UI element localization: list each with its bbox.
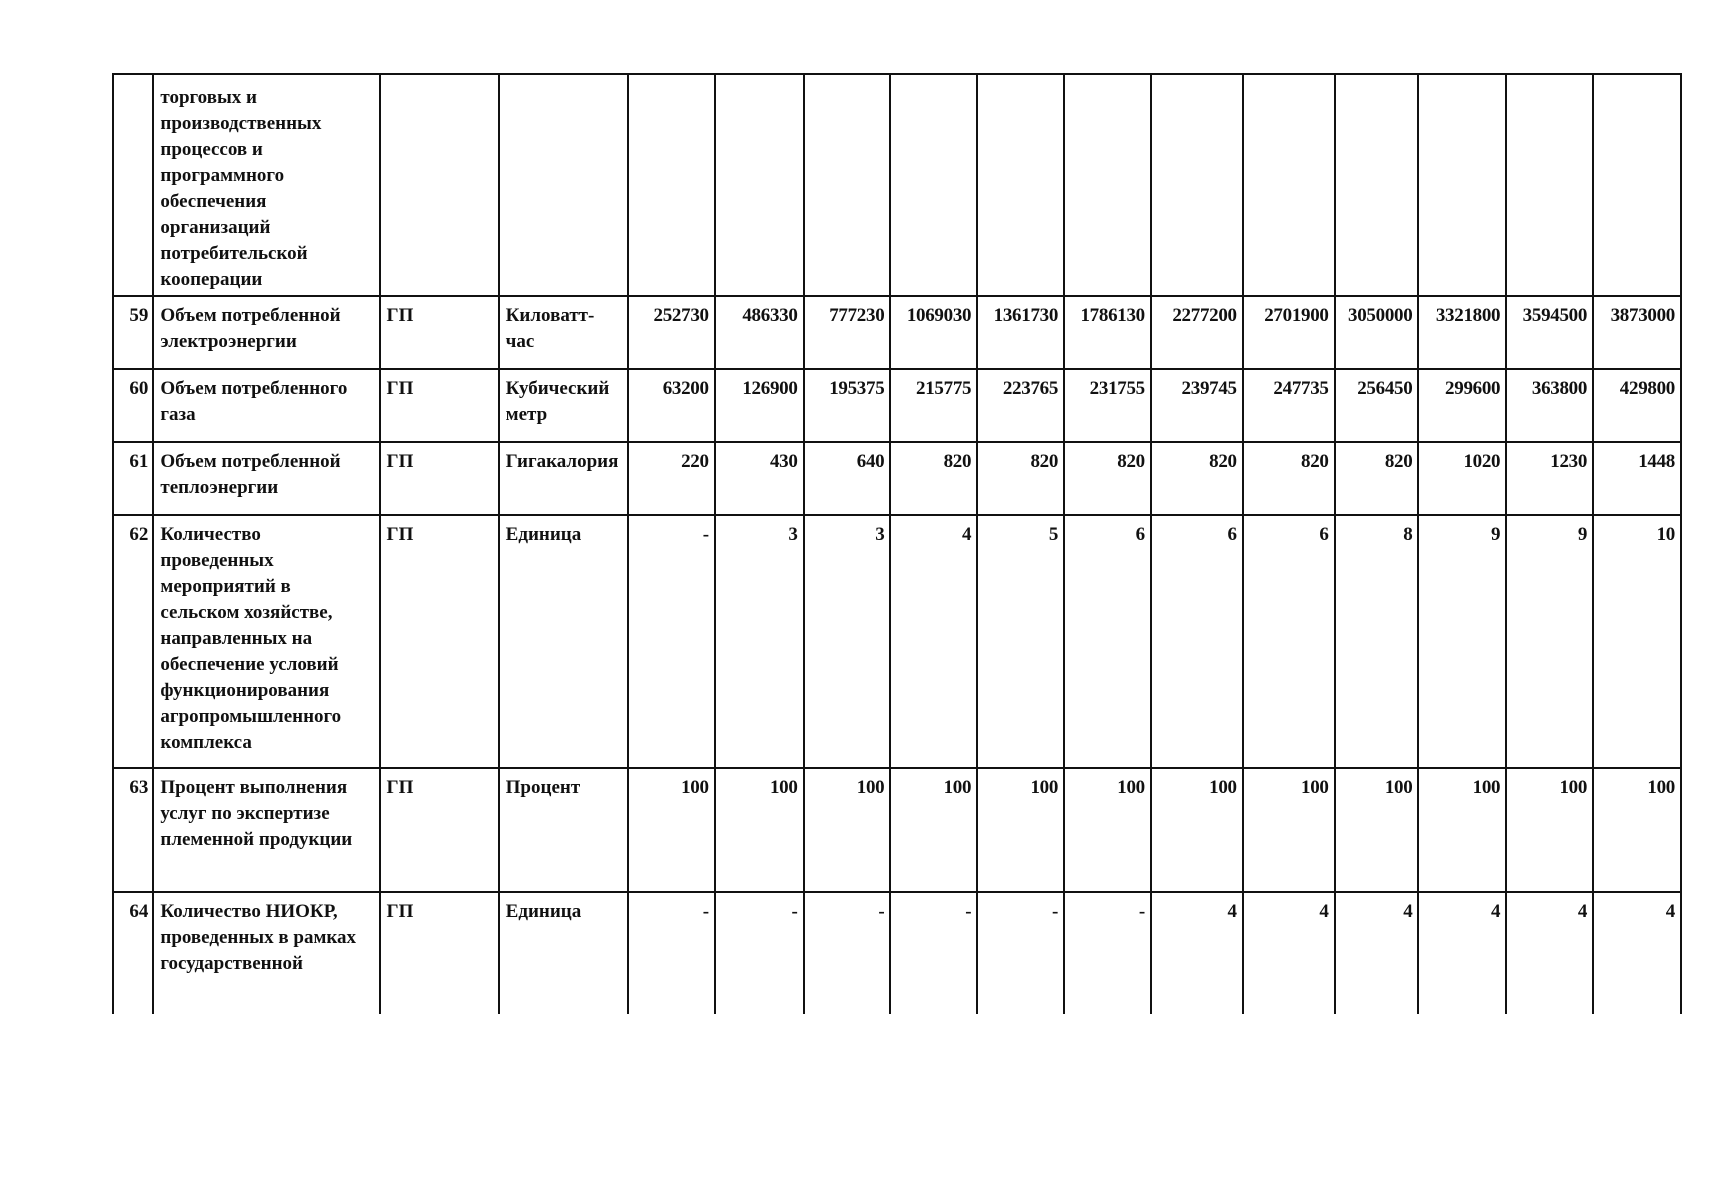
value-cell: 100 xyxy=(1506,768,1593,892)
value-cell: 429800 xyxy=(1593,369,1681,442)
value-text: 3050000 xyxy=(1348,305,1413,326)
table-row xyxy=(113,74,1681,296)
value-cell: 1020 xyxy=(1418,442,1506,515)
unit-cell xyxy=(499,74,628,296)
value-cell: 6 xyxy=(1064,515,1151,768)
value-cell: 4 xyxy=(1593,892,1681,1014)
value-cell: 100 xyxy=(1064,768,1151,892)
value-cell: 820 xyxy=(1151,442,1243,515)
value-cell xyxy=(1418,296,1506,369)
value-cell: 4 xyxy=(1243,892,1335,1014)
value-cell: 256450 xyxy=(1335,369,1419,442)
value-text: 1786130 xyxy=(1080,305,1145,326)
value-cell: 126900 xyxy=(715,369,804,442)
value-cell: 100 xyxy=(715,768,804,892)
value-text: 486330 xyxy=(742,305,798,326)
value-cell xyxy=(1064,296,1151,369)
value-text: 2277200 xyxy=(1172,305,1237,326)
value-text: 2701900 xyxy=(1264,305,1329,326)
unit-cell: Процент xyxy=(499,768,628,892)
value-cell xyxy=(890,296,977,369)
row-number-cell: 60 xyxy=(113,369,153,442)
value-cell: 820 xyxy=(890,442,977,515)
value-cell: 430 xyxy=(715,442,804,515)
table-row xyxy=(113,296,1681,369)
value-cell: 1448 xyxy=(1593,442,1681,515)
value-cell xyxy=(1151,74,1243,296)
value-cell: 8 xyxy=(1335,515,1419,768)
indicators-table xyxy=(112,73,1682,1014)
value-cell: 299600 xyxy=(1418,369,1506,442)
value-cell: 247735 xyxy=(1243,369,1335,442)
value-cell: 100 xyxy=(628,768,715,892)
table-row xyxy=(113,515,1681,768)
value-cell: 100 xyxy=(1243,768,1335,892)
source-cell: ГП xyxy=(380,768,499,892)
value-cell: 1230 xyxy=(1506,442,1593,515)
row-number-cell: 64 xyxy=(113,892,153,1014)
value-cell: 4 xyxy=(1418,892,1506,1014)
value-cell: 100 xyxy=(1418,768,1506,892)
source-cell: ГП xyxy=(380,369,499,442)
value-cell xyxy=(890,74,977,296)
value-cell: - xyxy=(715,892,804,1014)
value-cell: - xyxy=(628,515,715,768)
row-number-cell: 63 xyxy=(113,768,153,892)
value-cell xyxy=(1243,74,1335,296)
value-cell: 363800 xyxy=(1506,369,1593,442)
unit-cell: Единица xyxy=(499,515,628,768)
value-cell: 3 xyxy=(715,515,804,768)
value-cell: 100 xyxy=(890,768,977,892)
row-number-cell xyxy=(113,74,153,296)
indicator-name-cell: Количество проведенных мероприятий в сельском хозяйстве, направленных на обеспечение условий функционирования агропромышленного комплекса xyxy=(153,515,379,768)
value-cell: 5 xyxy=(977,515,1064,768)
value-cell xyxy=(715,296,804,369)
value-text: 3594500 xyxy=(1522,305,1588,326)
row-number-cell: 62 xyxy=(113,515,153,768)
value-cell xyxy=(1506,296,1593,369)
value-cell: 820 xyxy=(1335,442,1419,515)
value-cell xyxy=(1593,296,1681,369)
source-cell: ГП xyxy=(380,296,499,369)
value-cell: - xyxy=(628,892,715,1014)
indicator-name-cell: Количество НИОКР, проведенных в рамках государственной xyxy=(153,892,379,1014)
value-cell: 10 xyxy=(1593,515,1681,768)
value-cell: 220 xyxy=(628,442,715,515)
value-cell xyxy=(977,74,1064,296)
value-cell: 215775 xyxy=(890,369,977,442)
table-row xyxy=(113,768,1681,892)
table-body xyxy=(113,74,1681,1014)
value-text: 1361730 xyxy=(993,305,1059,326)
unit-cell: Единица xyxy=(499,892,628,1014)
value-cell xyxy=(628,296,715,369)
value-cell: 820 xyxy=(977,442,1064,515)
value-cell: 640 xyxy=(804,442,891,515)
value-cell: - xyxy=(804,892,891,1014)
value-cell: 239745 xyxy=(1151,369,1243,442)
value-cell: 100 xyxy=(804,768,891,892)
value-text: 777230 xyxy=(829,305,885,326)
value-cell: 6 xyxy=(1151,515,1243,768)
value-cell: 223765 xyxy=(977,369,1064,442)
value-cell: 820 xyxy=(1064,442,1151,515)
indicator-name-cell: Объем потребленной электроэнергии xyxy=(153,296,379,369)
value-cell xyxy=(1335,74,1419,296)
indicator-name-cell: Объем потребленной теплоэнергии xyxy=(153,442,379,515)
value-text: 252730 xyxy=(653,305,709,326)
unit-cell: Гигакалория xyxy=(499,442,628,515)
value-cell: 9 xyxy=(1418,515,1506,768)
value-cell xyxy=(1151,296,1243,369)
value-cell: 9 xyxy=(1506,515,1593,768)
value-cell: 195375 xyxy=(804,369,891,442)
value-cell xyxy=(1506,74,1593,296)
value-text: 1069030 xyxy=(906,305,972,326)
value-cell: - xyxy=(1064,892,1151,1014)
source-cell: ГП xyxy=(380,515,499,768)
value-cell xyxy=(715,74,804,296)
indicator-name-cell: торговых и производственных процессов и программного обеспечения организаций потребительской кооперации xyxy=(153,74,379,296)
value-cell: 231755 xyxy=(1064,369,1151,442)
value-cell: 4 xyxy=(1335,892,1419,1014)
source-cell: ГП xyxy=(380,442,499,515)
value-cell: 63200 xyxy=(628,369,715,442)
value-cell: 3 xyxy=(804,515,891,768)
table-row xyxy=(113,442,1681,515)
value-cell xyxy=(804,74,891,296)
value-cell xyxy=(804,296,891,369)
value-cell: 100 xyxy=(1593,768,1681,892)
value-cell: 4 xyxy=(1151,892,1243,1014)
indicator-name-cell: Процент выполнения услуг по экспертизе племенной продукции xyxy=(153,768,379,892)
unit-cell: Киловатт-час xyxy=(499,296,628,369)
row-number-cell: 59 xyxy=(113,296,153,369)
table-row xyxy=(113,892,1681,1014)
value-cell: 100 xyxy=(977,768,1064,892)
value-cell: - xyxy=(977,892,1064,1014)
value-cell xyxy=(977,296,1064,369)
table-row xyxy=(113,369,1681,442)
value-cell: 4 xyxy=(890,515,977,768)
value-text: 3873000 xyxy=(1610,305,1675,326)
value-cell xyxy=(1335,296,1419,369)
unit-cell: Кубический метр xyxy=(499,369,628,442)
value-cell: 6 xyxy=(1243,515,1335,768)
source-cell xyxy=(380,74,499,296)
row-number-cell: 61 xyxy=(113,442,153,515)
value-cell: 820 xyxy=(1243,442,1335,515)
value-cell xyxy=(1593,74,1681,296)
value-text: 3321800 xyxy=(1435,305,1501,326)
value-cell xyxy=(1418,74,1506,296)
source-cell: ГП xyxy=(380,892,499,1014)
value-cell xyxy=(1243,296,1335,369)
value-cell xyxy=(1064,74,1151,296)
value-cell: - xyxy=(890,892,977,1014)
value-cell: 4 xyxy=(1506,892,1593,1014)
value-cell xyxy=(628,74,715,296)
indicator-name-cell: Объем потребленного газа xyxy=(153,369,379,442)
value-cell: 100 xyxy=(1151,768,1243,892)
value-cell: 100 xyxy=(1335,768,1419,892)
